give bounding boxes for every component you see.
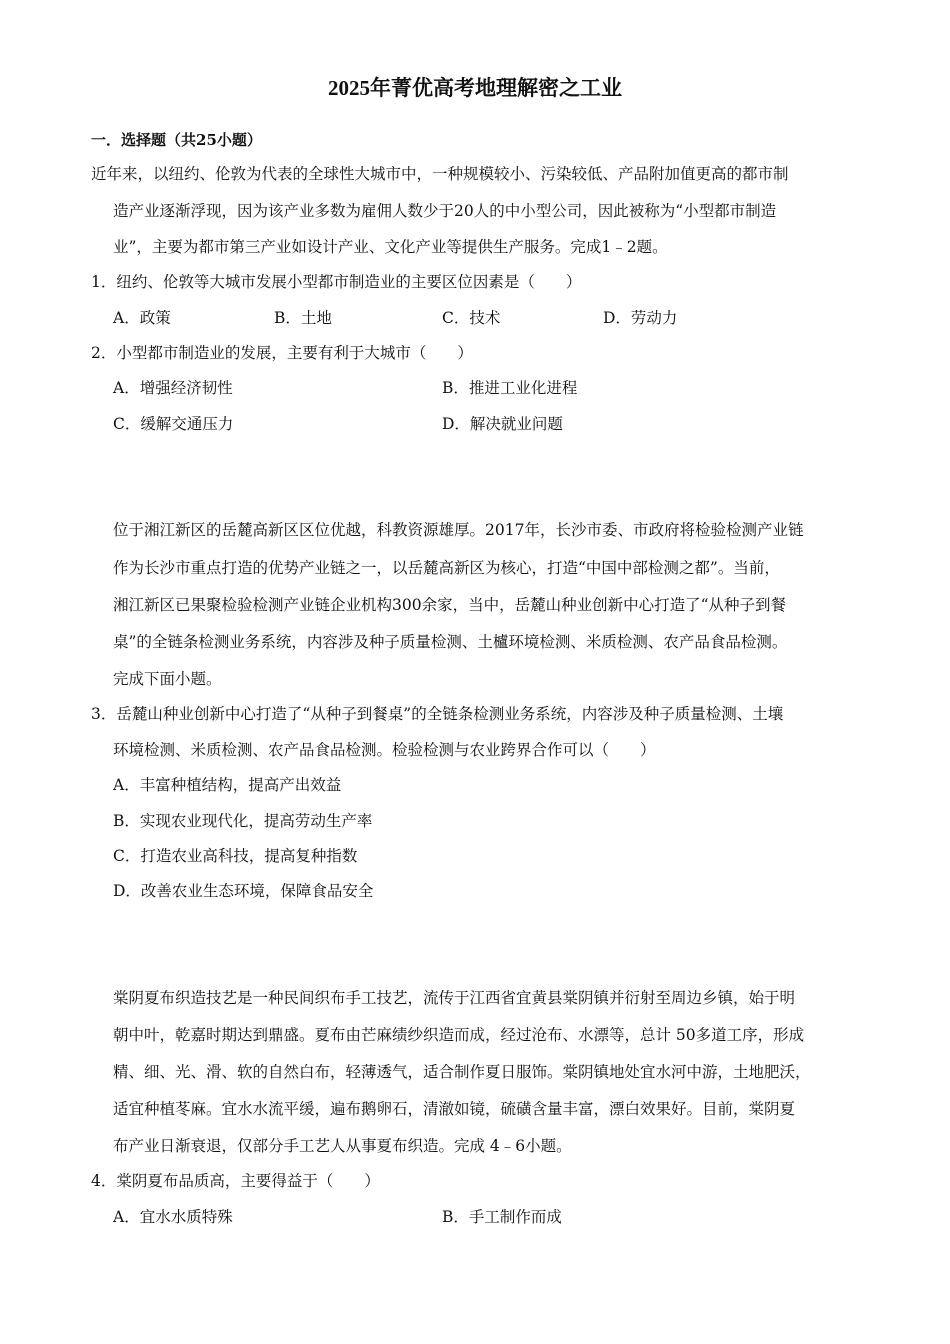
question-4-option-a[interactable]: A．宜水水质特殊: [113, 1208, 233, 1226]
passage-1-line: 造产业逐渐浮现，因为该产业多数为雇佣人数少于20人的中小型公司，因此被称为“小型都市制造: [113, 202, 777, 220]
passage-3-line: 精、细、光、滑、软的自然白布，轻薄透气，适合制作夏日服饰。棠阴镇地处宜水河中游，土地肥沃，: [113, 1063, 811, 1081]
question-4-option-b[interactable]: B．手工制作而成: [442, 1208, 562, 1226]
section-heading: 一．选择题（共25小题）: [91, 131, 262, 149]
question-2-option-c[interactable]: C．缓解交通压力: [113, 415, 234, 433]
question-2-option-d[interactable]: D．解决就业问题: [442, 415, 563, 433]
passage-2-line: 作为长沙市重点打造的优势产业链之一，以岳麓高新区为核心，打造“中国中部检测之都”。当前，: [113, 559, 780, 577]
question-3-option-d[interactable]: D．改善农业生态环境，保障食品安全: [113, 882, 374, 900]
question-3-stem: 3．岳麓山种业创新中心打造了“从种子到餐桌”的全链条检测业务系统，内容涉及种子质量检测、土壤: [91, 705, 784, 723]
question-1-stem: 1．纽约、伦敦等大城市发展小型都市制造业的主要区位因素是（ ）: [91, 273, 582, 291]
passage-1-line: 近年来，以纽约、伦敦为代表的全球性大城市中，一种规模较小、污染较低、产品附加值更高的都市制: [91, 165, 789, 183]
question-1-option-a[interactable]: A．政策: [113, 309, 171, 327]
question-3-option-b[interactable]: B．实现农业现代化，提高劳动生产率: [113, 812, 373, 830]
question-3-stem-cont: 环境检测、米质检测、农产品食品检测。检验检测与农业跨界合作可以（ ）: [113, 741, 656, 759]
passage-1-line: 业”，主要为都市第三产业如设计产业、文化产业等提供生产服务。完成1﹣2题。: [113, 238, 668, 256]
question-4-stem: 4．棠阴夏布品质高，主要得益于（ ）: [91, 1172, 380, 1190]
question-3-option-c[interactable]: C．打造农业高科技，提高复种指数: [113, 847, 358, 865]
question-2-option-b[interactable]: B．推进工业化进程: [442, 379, 578, 397]
question-3-option-a[interactable]: A．丰富种植结构，提高产出效益: [113, 776, 342, 794]
passage-2-line: 桌”的全链条检测业务系统，内容涉及种子质量检测、土櫨环境检测、米质检测、农产品食品检测。: [113, 633, 788, 651]
question-2-stem: 2．小型都市制造业的发展，主要有利于大城市（ ）: [91, 344, 473, 362]
question-1-option-b[interactable]: B．土地: [274, 309, 332, 327]
passage-3-line: 棠阴夏布织造技艺是一种民间织布手工技艺，流传于江西省宜黄县棠阴镇并衍射至周边乡镇，始于明: [113, 989, 796, 1007]
question-1-option-d[interactable]: D．劳动力: [603, 309, 678, 327]
document-title: 2025年菁优高考地理解密之工业: [328, 76, 622, 100]
passage-3-line: 布产业日渐衰退，仅部分手工艺人从事夏布织造。完成 4﹣6小题。: [113, 1137, 572, 1155]
question-2-option-a[interactable]: A．增强经济韧性: [113, 379, 233, 397]
passage-2-line: 完成下面小题。: [113, 670, 222, 688]
passage-3-line: 适宜种植苳麻。宜水水流平缓，遍布鹅卵石，清澈如镜，硫磺含量丰富，漂白效果好。目前，棠阴夏: [113, 1100, 796, 1118]
question-1-option-c[interactable]: C．技术: [442, 309, 501, 327]
passage-2-line: 湘江新区已果聚检验检测产业链企业机构300余家，当中，岳麓山种业创新中心打造了“从种子到餐: [113, 596, 787, 614]
passage-3-line: 朝中叶，乾嘉时期达到鼎盛。夏布由芒麻绩纱织造而成，经过沧布、水漂等，总计 50多道工序，形成: [113, 1026, 805, 1044]
passage-2-line: 位于湘江新区的岳麓高新区区位优越，科教资源雄厚。2017年，长沙市委、市政府将检验检测产业链: [113, 521, 804, 539]
